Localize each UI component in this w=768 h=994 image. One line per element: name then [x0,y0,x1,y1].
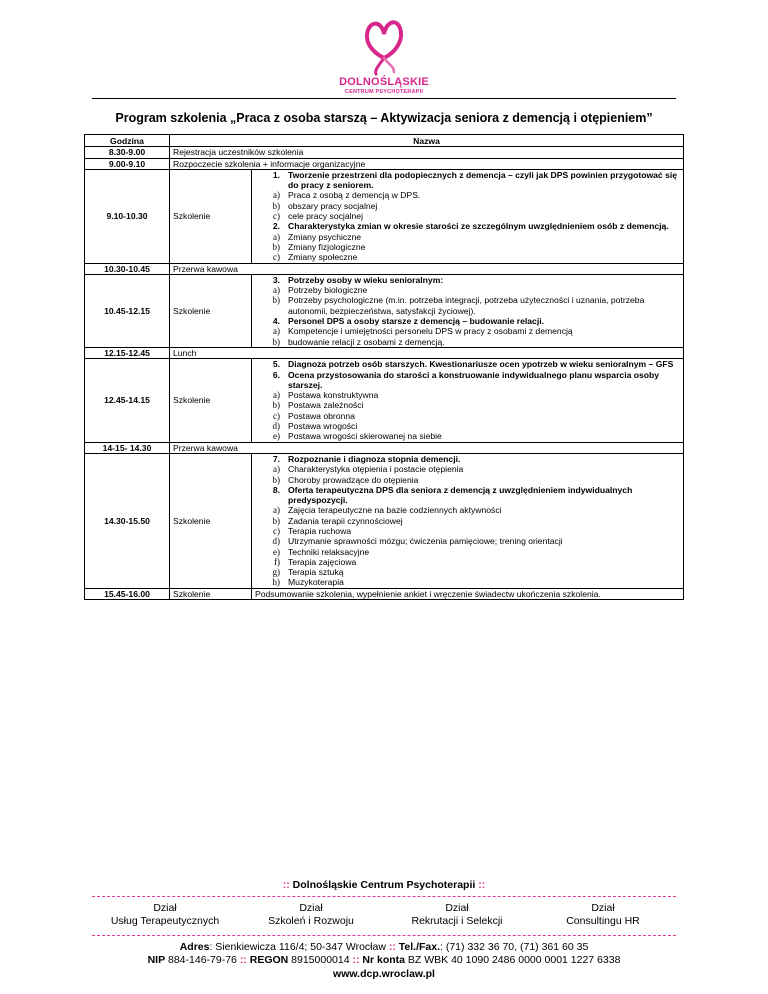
table-row [85,147,684,158]
session-content [252,169,684,263]
list-item [255,475,680,485]
butterfly-logo-icon [324,12,444,76]
department-line-1: Dział [445,902,469,914]
list-marker: e) [273,546,280,557]
list-marker: h) [272,577,280,588]
logo-line-1: DOLNOŚLĄSKIE [339,76,429,88]
list-item [255,170,680,191]
list-item [255,464,680,474]
list-marker: c) [273,525,280,536]
row-time: 14-15- 14.30 [85,442,170,453]
list-item [255,454,680,464]
list-marker: 6. [272,369,280,380]
list-text: Diagnoza potrzeb osób starszych. Kwestionariusze ocen ypotrzeb w wieku senioralnym – GFS [288,359,674,370]
logo-line-2: CENTRUM PSYCHOTERAPII [344,89,424,95]
list-item [255,326,680,336]
list-marker: a) [273,390,280,401]
row-text: Przerwa kawowa [170,263,684,274]
list-item [255,201,680,211]
list-item [255,547,680,557]
deco-sep: :: [388,941,396,953]
row-time: 9.10-10.30 [85,169,170,263]
deco-sep: :: [239,954,247,966]
department-line-1: Dział [299,902,323,914]
schedule-table [84,134,684,600]
row-text: Lunch [170,347,684,358]
table-row [85,158,684,169]
list-text: obszary pracy socjalnej [288,200,378,211]
list-text: Kompetencje i umiejętności personelu DPS w pracy z osobami z demencją [288,326,573,337]
list-marker: a) [273,505,280,516]
header-time: Godzina [85,135,170,147]
list-text: Zmiany fizjologiczne [288,241,366,252]
account-value: BZ WBK 40 1090 2486 0000 0001 1227 6338 [405,954,621,966]
department-line-1: Dział [153,902,177,914]
list-marker: 8. [272,484,280,495]
lunch-row [85,347,684,358]
list-marker: b) [272,474,280,485]
row-label: Szkolenie [170,169,252,263]
row-text: Rejestracja uczestników szkolenia [170,147,684,158]
list-text: Personel DPS a osoby starsze z demencją – budowanie relacji. [288,316,544,327]
list-marker: b) [272,200,280,211]
list-item [255,557,680,567]
list-item [255,190,680,200]
session-row-2 [85,274,684,347]
list-item [255,295,680,316]
list-text: Charakterystyka zmian w okresie starości ze szczególnym uwzględnieniem osób z demencją. [288,221,669,232]
address-label: Adres [179,941,210,953]
list-text: Terapia ruchowa [288,525,352,536]
row-label: Szkolenie [170,453,252,588]
header-name: Nazwa [170,135,684,147]
contact-registry-line [0,954,768,967]
department-line-2: Szkoleń i Rozwoju [268,915,354,927]
footer-divider-top [92,896,676,897]
list-marker: a) [273,190,280,201]
list-text: Zajęcia terapeutyczne na bazie codziennych aktywności [288,505,502,516]
list-text: Zmiany psychiczne [288,231,362,242]
list-marker: c) [273,252,280,263]
department [238,902,384,928]
regon-value: 8915000014 [288,954,353,966]
list-marker: b) [272,241,280,252]
list-item [255,516,680,526]
list-marker: a) [273,326,280,337]
list-text: cele pracy socjalnej [288,211,363,222]
footer-divider-bottom [92,935,676,936]
row-label: Szkolenie [170,359,252,442]
list-item [255,285,680,295]
list-marker: c) [273,211,280,222]
row-label: Szkolenie [170,274,252,347]
document-title: Program szkolenia „Praca z osoba starszą – Aktywizacja seniora z demencją i otępieniem” [115,111,653,125]
row-time: 12.15-12.45 [85,347,170,358]
break-row [85,263,684,274]
regon-label: REGON [249,954,289,966]
list-item [255,567,680,577]
list-item [255,577,680,587]
nip-value: 884-146-79-76 [165,954,240,966]
list-text: Postawa zależności [288,400,364,411]
list-text: Tworzenie przestrzeni dla podopiecznych z demencja – czyli jak DPS powinien przygotować się do pracy z seniorem. [288,169,678,191]
deco-left: :: [282,879,290,891]
department [530,902,676,928]
list-item [255,242,680,252]
nip-label: NIP [147,954,166,966]
list-text: Ocena przystosowania do starości a konstruowanie indywidualnego planu wsparcia osoby starszej. [288,369,660,390]
department-line-2: Usług Terapeutycznych [110,915,220,927]
address-value: : Sienkiewicza 116/4; 50-347 Wrocław [209,941,389,953]
row-time: 9.00-9.10 [85,158,170,169]
list-text: Potrzeby biologiczne [288,285,368,296]
header-rule [92,98,676,99]
list-marker: c) [273,410,280,421]
list-item [255,485,680,506]
list-text: budowanie relacji z osobami z demencją. [288,336,445,347]
list-item [255,359,680,369]
row-text: Przerwa kawowa [170,442,684,453]
list-marker: a) [273,464,280,475]
row-time: 10.30-10.45 [85,263,170,274]
list-item [255,232,680,242]
list-text: Choroby prowadzące do otępienia [288,474,419,485]
table-header-row [85,135,684,147]
list-text: Postawa wrogości [288,421,358,432]
list-marker: 3. [272,274,280,285]
department [92,902,238,928]
list-item [255,252,680,262]
list-item [255,411,680,421]
org-name: Dolnośląskie Centrum Psychoterapii [292,879,476,891]
list-text: Zmiany społeczne [288,252,358,263]
list-text: Rozpoznanie i diagnoza stopnia demencji. [288,453,461,464]
list-marker: 5. [272,359,280,370]
break-row [85,442,684,453]
list-item [255,275,680,285]
list-marker: b) [272,515,280,526]
list-marker: 1. [272,169,280,180]
session-content [252,453,684,588]
session-row-1 [85,169,684,263]
list-marker: 2. [272,221,280,232]
department [384,902,530,928]
list-text: Muzykoterapia [288,577,344,588]
list-marker: b) [272,336,280,347]
departments [92,902,676,928]
row-label: Szkolenie [170,588,252,599]
list-marker: d) [272,421,280,432]
list-marker: d) [272,536,280,547]
footer-org-name [0,879,768,891]
list-item [255,431,680,441]
list-item [255,390,680,400]
list-text: Potrzeby psychologiczne (m.in. potrzeba integracji, potrzeba użyteczności i uznania, potrzeba autonomii, bezpieczeństwa, satysfakcji życiowej). [288,295,645,316]
list-marker: b) [272,400,280,411]
department-line-2: Consultingu HR [566,915,640,927]
list-marker: e) [273,431,280,442]
list-text: Postawa obronna [288,410,355,421]
row-time: 12.45-14.15 [85,359,170,442]
list-item [255,316,680,326]
list-marker: a) [273,285,280,296]
list-item [255,536,680,546]
list-text: Terapia sztuką [288,567,344,578]
list-text: Terapia zajęciowa [288,556,357,567]
row-time: 14.30-15.50 [85,453,170,588]
row-time: 15.45-16.00 [85,588,170,599]
list-item [255,221,680,231]
deco-sep: :: [352,954,360,966]
account-label: Nr konta [362,954,405,966]
list-item [255,526,680,536]
list-text: Postawa wrogości skierowanej na siebie [288,431,442,442]
list-text: Potrzeby osoby w wieku senioralnym: [288,274,444,285]
telfax-value: : (71) 332 36 70, (71) 361 60 35 [440,941,589,953]
list-text: Praca z osobą z demencją w DPS. [288,190,421,201]
list-marker: a) [273,231,280,242]
telfax-label: Tel./Fax. [398,941,441,953]
list-marker: 4. [272,316,280,327]
session-row-3 [85,359,684,442]
logo [324,12,444,102]
list-item [255,400,680,410]
list-item [255,421,680,431]
list-item [255,370,680,391]
row-time: 8.30-9.00 [85,147,170,158]
session-content [252,274,684,347]
list-item [255,211,680,221]
summary-row [85,588,684,599]
session-row-4 [85,453,684,588]
list-marker: g) [272,567,280,578]
list-item [255,337,680,347]
row-time: 10.45-12.15 [85,274,170,347]
list-marker: 7. [272,453,280,464]
row-text: Podsumowanie szkolenia, wypełnienie ankiet i wręczenie świadectw ukończenia szkolenia. [252,588,684,599]
list-text: Zadania terapii czynnościowej [288,515,403,526]
list-text: Techniki relaksacyjne [288,546,370,557]
session-content [252,359,684,442]
department-line-1: Dział [591,902,615,914]
row-text: Rozpoczecie szkolenia + informacje organizacyjne [170,158,684,169]
list-text: Utrzymanie sprawności mózgu; ćwiczenia pamięciowe; trening orientacji [288,536,563,547]
contact-address-line [0,941,768,954]
list-text: Postawa konstruktywna [288,390,379,401]
list-item [255,505,680,515]
department-line-2: Rekrutacji i Selekcji [411,915,503,927]
list-marker: f) [274,556,280,567]
list-text: Oferta terapeutyczna DPS dla seniora z demencją z uwzględnieniem indywidualnych predyspozycji. [288,484,633,506]
website-link[interactable]: www.dcp.wroclaw.pl [333,968,435,980]
list-text: Charakterystyka otępienia i postacie otępienia [288,464,464,475]
deco-right: :: [478,879,486,891]
list-marker: b) [272,295,280,306]
